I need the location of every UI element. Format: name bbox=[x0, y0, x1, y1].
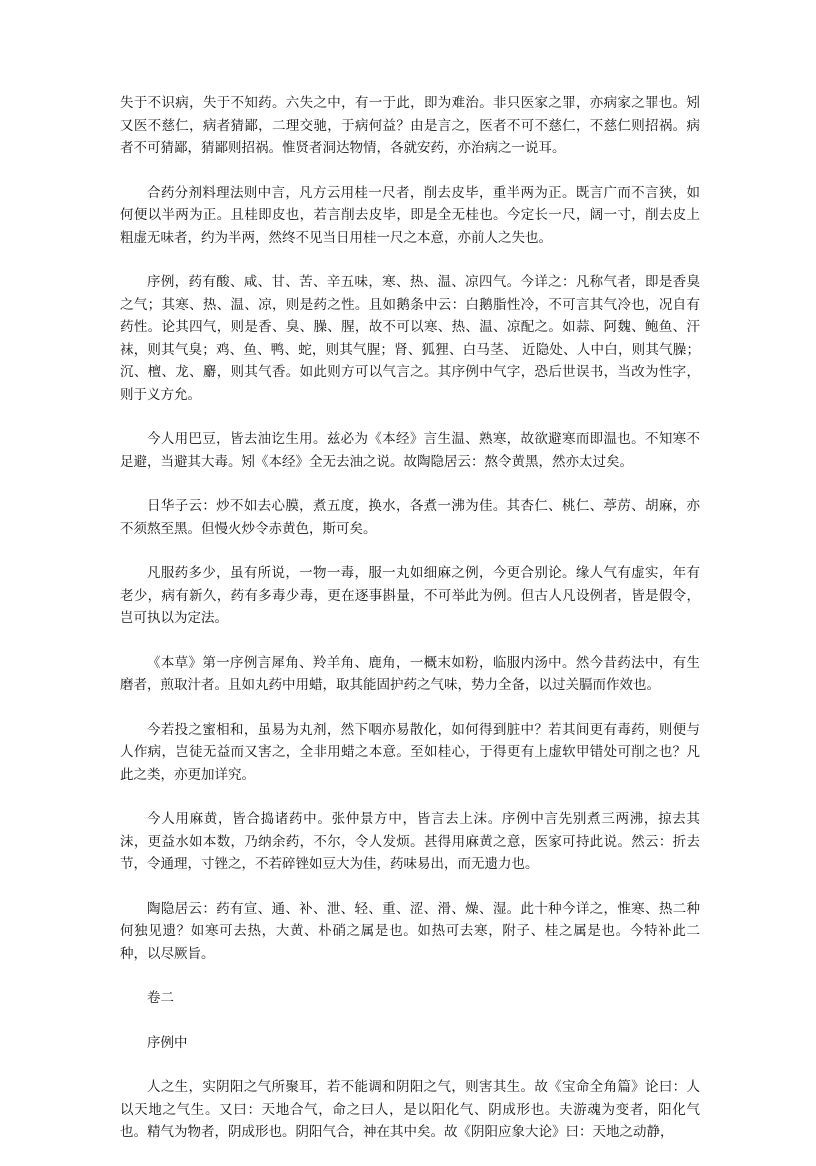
paragraph: 失于不识病，失于不知药。六失之中，有一于此，即为难治。非只医家之罪，亦病家之罪也。矧又医不慈仁，病者猜鄙，二理交驰，于病何益？由是言之，医者不可不慈仁，不慈仁则招祸。病者不可猜鄙，猜鄙则招祸。惟贤者洞达物情，各就安药，亦治病之一说耳。 bbox=[120, 95, 700, 156]
document-page bbox=[120, 92, 700, 1166]
paragraph: 合药分剂料理法则中言，凡方云用桂一尺者，削去皮毕，重半两为正。既言广而不言狭，如何便以半两为正。且桂即皮也，若言削去皮毕，即是全无桂也。今定长一尺，阔一寸，削去皮上粗虚无味者，约为半两，然终不见当日用桂一尺之本意，亦前人之失也。 bbox=[120, 184, 700, 246]
paragraph: 凡服药多少，虽有所说，一物一毒，服一丸如细麻之例，今更合别论。缘人气有虚实，年有老少，病有新久，药有多毒少毒，更在逐事斟量，不可举此为例。但古人凡设例者，皆是假令，岂可执以为定法。 bbox=[120, 565, 700, 626]
paragraph: 序例，药有酸、咸、甘、苦、辛五味，寒、热、温、凉四气。今详之：凡称气者，即是香臭之气；其寒、热、温、凉，则是药之性。且如鹅条中云：白鹅脂性冷，不可言其气冷也，况自有药性。论其四气，则是香、臭、臊、腥，故不可以寒、热、温、凉配之。如蒜、阿魏、鲍鱼、汗袜，则其气臭；鸡、鱼、鸭、蛇，则其气腥；肾、狐狸、白马茎、 近隐处、人中白，则其气臊；沉、檀、龙、麝，则其气香。如此则方可以气言之。其序例中气字，恐后世误书，当改为性字，则于义方允。 bbox=[120, 274, 700, 403]
paragraph: 日华子云：炒不如去心膜，煮五度，换水，各煮一沸为佳。其杏仁、桃仁、葶苈、胡麻，亦不须熬至黑。但慢火炒令赤黄色，斯可矣。 bbox=[120, 498, 700, 537]
paragraph: 今人用麻黄，皆合捣诸药中。张仲景方中，皆言去上沫。序例中言先别煮三两沸，掠去其沫，更益水如本数，乃纳余药，不尔，令人发烦。甚得用麻黄之意，医家可持此说。然云：折去节，令通理，寸锉之，不若碎锉如豆大为佳，药味易出，而无遗力也。 bbox=[120, 811, 700, 872]
paragraph: 今若投之蜜相和，虽易为丸剂，然下咽亦易散化，如何得到脏中？若其间更有毒药，则便与人作病，岂徒无益而又害之，全非用蜡之本意。至如桂心，于得更有上虚软甲错处可削之也？凡此之类，亦更加详究。 bbox=[120, 721, 700, 783]
paragraph: 人之生，实阴阳之气所聚耳，若不能调和阴阳之气，则害其生。故《宝命全角篇》论曰：人以天地之气生。又曰：天地合气，命之曰人，是以阳化气、阴成形也。夫游魂为变者，阳化气也。精气为物者，阴成形也。阴阳气合，神在其中矣。故《阴阳应象大论》曰：天地之动静， bbox=[120, 1079, 700, 1140]
paragraph: 今人用巴豆，皆去油讫生用。兹必为《本经》言生温、熟寒，故欲避寒而即温也。不知寒不足避，当避其大毒。矧《本经》全无去油之说。故陶隐居云：熬令黄黑，然亦太过矣。 bbox=[120, 431, 700, 470]
paragraph: 陶隐居云：药有宣、通、补、泄、轻、重、涩、滑、燥、湿。此十种今详之，惟寒、热二种何独见遗？如寒可去热，大黄、朴硝之属是也。如热可去寒，附子、桂之属是也。今特补此二种，以尽厥旨。 bbox=[120, 900, 700, 962]
section-heading: 序例中 bbox=[147, 1034, 188, 1051]
volume-heading: 卷二 bbox=[147, 990, 174, 1006]
paragraph: 《本草》第一序例言犀角、羚羊角、鹿角，一概末如粉，临服内汤中。然今昔药法中，有生磨者，煎取汁者。且如丸药中用蜡，取其能固护药之气味，势力全备，以过关膈而作效也。 bbox=[120, 654, 700, 693]
